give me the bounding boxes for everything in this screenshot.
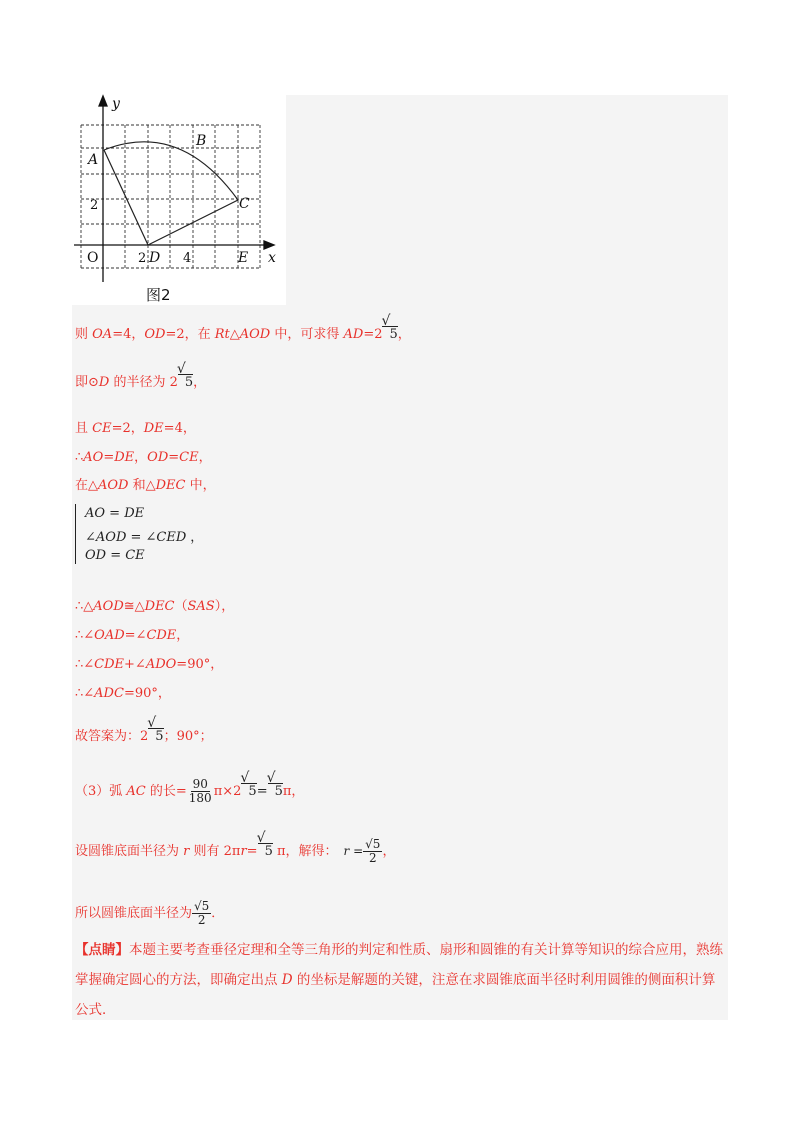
- brace: [75, 504, 82, 564]
- fraction-90-180: $\frac{90}{180}$: [188, 777, 212, 806]
- sqrt-5: √ 5: [381, 313, 398, 342]
- axis-x-label: x: [268, 250, 276, 266]
- system-row-1: AO = DE: [85, 506, 145, 521]
- sqrt-5: √ 5: [176, 361, 194, 390]
- axis-y-label: y: [112, 96, 120, 112]
- system-row-3: OD = CE: [85, 548, 145, 563]
- tick-x-4: 4: [183, 251, 192, 266]
- line-oa-od: 则 OA=4，OD=2，在 Rt△AOD 中，可求得 AD=2 √ 5，: [75, 313, 411, 342]
- line-angle-sum: ∴∠CDE+∠ADO=90°，: [75, 657, 224, 672]
- sqrt-5: √ 5: [240, 770, 257, 800]
- comment-paragraph: 【点睛】本题主要考查垂径定理和全等三角形的判定和性质、扇形和圆锥的有关计算等知识的综合应用，熟练掌握确定圆心的方法，即确定出点 D 的坐标是解题的关键，注意在求圆锥底面半径时利用圆锥的侧面积计算公式．: [75, 942, 723, 1018]
- sqrt-5: √ 5: [147, 715, 164, 744]
- point-B-label: B: [196, 133, 207, 149]
- line-congruent: ∴△AOD≅△DEC（SAS），: [75, 599, 235, 614]
- line-therefore-equal: ∴AO=DE，OD=CE，: [75, 450, 212, 465]
- point-A-label: A: [88, 152, 99, 168]
- figure-caption: 图2: [146, 286, 171, 304]
- point-E-label: E: [238, 250, 249, 266]
- line-arc-length: （3）弧 AC 的长= $\frac{90}{180}$ π×2 √ 5= √ 5π，: [75, 770, 305, 806]
- line-in-triangles: 在△AOD 和△DEC 中，: [75, 478, 216, 493]
- line-conclusion: 所以圆锥底面半径为 $\frac{√5}{2}$ ．: [75, 899, 225, 928]
- sqrt-5: √ 5: [256, 830, 273, 860]
- point-C-label: C: [239, 196, 250, 212]
- point-D-label: D: [149, 250, 161, 266]
- sqrt-5: √ 5: [266, 770, 283, 800]
- tick-y-2: 2: [90, 198, 99, 213]
- line-radius: 即⊙D 的半径为 2 √ 5，: [75, 361, 207, 390]
- construction: [104, 142, 238, 245]
- grid: [81, 125, 260, 270]
- line-answer: 故答案为：2 √ 5；90°；: [75, 715, 213, 744]
- line-cone-radius-eq: 设圆锥底面半径为 r 则有 2πr= √ 5 π，解得： r = $\frac{√5}{2}$ ，: [75, 830, 396, 866]
- line-angle-adc: ∴∠ADC=90°，: [75, 686, 171, 701]
- fraction-sqrt5-2: $\frac{√5}{2}$: [365, 837, 381, 866]
- tick-x-2: 2: [138, 251, 147, 266]
- line-ce-de: 且 CE=2，DE=4，: [75, 421, 196, 436]
- origin-label: O: [87, 250, 99, 266]
- line-angle-oad: ∴∠OAD=∠CDE，: [75, 628, 190, 643]
- fraction-sqrt5-2: $\frac{√5}{2}$: [194, 899, 210, 928]
- system-row-2: ∠AOD = ∠CED ，: [85, 530, 204, 545]
